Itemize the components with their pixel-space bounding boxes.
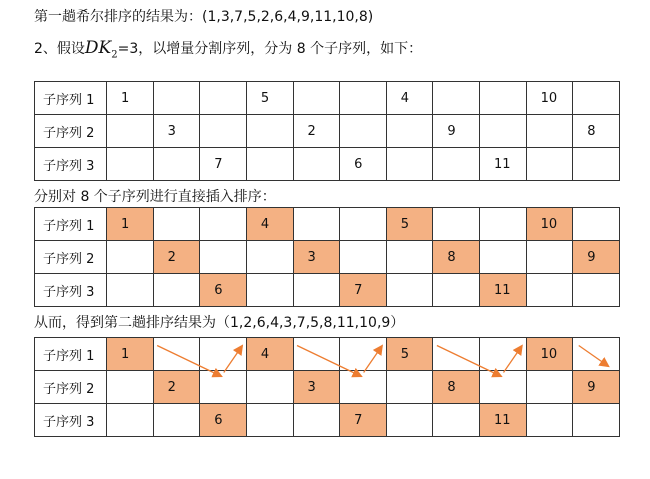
table-cell xyxy=(386,404,433,437)
table-cell xyxy=(107,404,154,437)
table-cell xyxy=(200,338,247,371)
table-cell: 5 xyxy=(246,82,293,115)
table-cell xyxy=(573,274,620,307)
table-cell xyxy=(153,82,200,115)
subsequence-row xyxy=(35,208,620,241)
table-cell: 5 xyxy=(386,208,433,241)
step-2-suffix: =3，以增量分割序列，分为 8 个子序列，如下： xyxy=(117,41,423,57)
subsequence-row xyxy=(35,371,620,404)
table-cell xyxy=(526,404,573,437)
table-cell xyxy=(480,338,527,371)
table-cell xyxy=(526,241,573,274)
table-cell xyxy=(293,404,340,437)
table-cell xyxy=(246,371,293,404)
row-label: 子序列 1 xyxy=(35,82,107,115)
table-cell: 10 xyxy=(526,338,573,371)
table-cell xyxy=(386,241,433,274)
table-cell xyxy=(107,148,154,181)
table-cell xyxy=(293,338,340,371)
table-cell: 8 xyxy=(573,115,620,148)
row-label: 子序列 2 xyxy=(35,371,107,404)
table-cell: 9 xyxy=(573,241,620,274)
subsequence-row xyxy=(35,148,620,181)
table-cell xyxy=(340,208,387,241)
table-cell xyxy=(433,208,480,241)
table-cell xyxy=(200,115,247,148)
table-cell xyxy=(153,208,200,241)
table-cell xyxy=(293,82,340,115)
table-cell xyxy=(526,148,573,181)
table-cell: 8 xyxy=(433,371,480,404)
table-cell: 10 xyxy=(526,82,573,115)
table-cell xyxy=(386,115,433,148)
table-cell xyxy=(573,404,620,437)
table-cell: 4 xyxy=(246,338,293,371)
table-cell xyxy=(433,148,480,181)
table-cell xyxy=(293,208,340,241)
table-cell xyxy=(526,274,573,307)
table-cell xyxy=(153,338,200,371)
table-cell xyxy=(153,404,200,437)
table-cell: 11 xyxy=(480,274,527,307)
table-cell: 5 xyxy=(386,338,433,371)
subsequence-row xyxy=(35,338,620,371)
table-cell xyxy=(433,82,480,115)
table-cell xyxy=(200,208,247,241)
row-label: 子序列 1 xyxy=(35,208,107,241)
row-label: 子序列 2 xyxy=(35,241,107,274)
subsequence-row xyxy=(35,241,620,274)
table-cell: 2 xyxy=(153,241,200,274)
table-cell: 7 xyxy=(340,274,387,307)
table-cell xyxy=(200,241,247,274)
table-cell xyxy=(107,371,154,404)
table-cell xyxy=(480,241,527,274)
table-cell: 7 xyxy=(200,148,247,181)
row-label: 子序列 2 xyxy=(35,115,107,148)
table-cell xyxy=(153,274,200,307)
table-cell xyxy=(433,274,480,307)
table-cell xyxy=(573,82,620,115)
table-cell: 3 xyxy=(293,241,340,274)
table-cell: 6 xyxy=(200,404,247,437)
subsequence-row xyxy=(35,115,620,148)
table-cell xyxy=(293,148,340,181)
table-cell xyxy=(526,115,573,148)
table-cell xyxy=(340,371,387,404)
table-cell: 9 xyxy=(573,371,620,404)
table-cell xyxy=(246,115,293,148)
table-cell xyxy=(480,115,527,148)
table-cell: 3 xyxy=(153,115,200,148)
table-cell xyxy=(480,371,527,404)
table-cell xyxy=(246,241,293,274)
table-cell xyxy=(480,208,527,241)
row-label: 子序列 1 xyxy=(35,338,107,371)
table-cell xyxy=(107,274,154,307)
second-pass-result: 从而，得到第二趟排序结果为（1,2,6,4,3,7,5,8,11,10,9） xyxy=(34,315,405,331)
insertion-sort-description: 分别对 8 个子序列进行直接插入排序： xyxy=(34,189,276,205)
table-cell xyxy=(340,115,387,148)
subsequence-table-result xyxy=(34,337,620,437)
subsequence-table-initial xyxy=(34,81,620,181)
table-cell xyxy=(246,274,293,307)
subsequence-row xyxy=(35,404,620,437)
table-cell: 1 xyxy=(107,208,154,241)
table-cell xyxy=(340,338,387,371)
table-cell xyxy=(107,241,154,274)
table-cell xyxy=(153,148,200,181)
table-cell xyxy=(573,208,620,241)
table-cell xyxy=(246,148,293,181)
table-cell: 11 xyxy=(480,404,527,437)
table-cell xyxy=(107,115,154,148)
table-cell xyxy=(480,82,527,115)
table-cell: 4 xyxy=(386,82,433,115)
table-cell: 6 xyxy=(200,274,247,307)
subsequence-table-sorted xyxy=(34,207,620,307)
row-label: 子序列 3 xyxy=(35,404,107,437)
table-cell xyxy=(573,338,620,371)
table-cell: 8 xyxy=(433,241,480,274)
table-cell: 6 xyxy=(340,148,387,181)
row-label: 子序列 3 xyxy=(35,274,107,307)
table-cell xyxy=(386,148,433,181)
increment-variable: $DK_2$ xyxy=(84,38,118,61)
table-cell xyxy=(200,371,247,404)
table-cell: 2 xyxy=(153,371,200,404)
table-cell xyxy=(293,274,340,307)
table-cell xyxy=(526,371,573,404)
table-cell: 1 xyxy=(107,338,154,371)
table-cell xyxy=(386,274,433,307)
table-cell xyxy=(340,82,387,115)
table-cell xyxy=(200,82,247,115)
table-cell: 9 xyxy=(433,115,480,148)
table-cell xyxy=(246,404,293,437)
table-cell: 3 xyxy=(293,371,340,404)
table-cell: 4 xyxy=(246,208,293,241)
table-cell xyxy=(386,371,433,404)
table-cell: 7 xyxy=(340,404,387,437)
step-2-description xyxy=(34,38,422,60)
table-cell: 11 xyxy=(480,148,527,181)
step-2-prefix: 2、假设 xyxy=(34,41,85,57)
table-cell xyxy=(573,148,620,181)
table-cell: 10 xyxy=(526,208,573,241)
row-label: 子序列 3 xyxy=(35,148,107,181)
first-pass-result: 第一趟希尔排序的结果为：(1,3,7,5,2,6,4,9,11,10,8) xyxy=(34,9,374,25)
table-cell xyxy=(340,241,387,274)
table-cell: 1 xyxy=(107,82,154,115)
subsequence-row xyxy=(35,82,620,115)
table-cell xyxy=(433,404,480,437)
subsequence-row xyxy=(35,274,620,307)
table-cell xyxy=(433,338,480,371)
table-cell: 2 xyxy=(293,115,340,148)
